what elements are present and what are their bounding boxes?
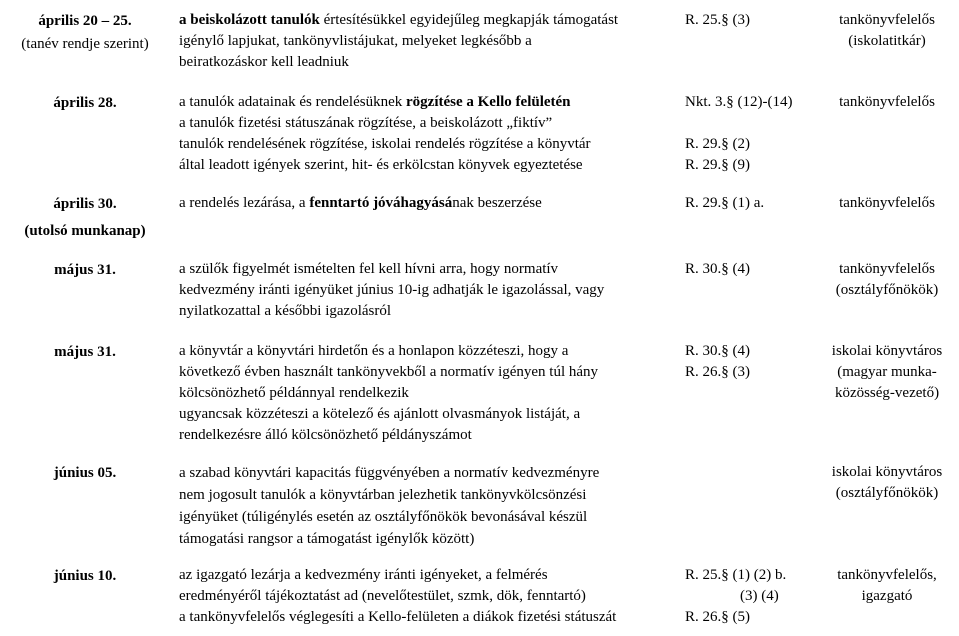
- row-date: [0, 10, 170, 56]
- ref-line: Nkt. 3.§ (12)-(14): [685, 94, 793, 110]
- row-responsible: [815, 462, 959, 504]
- ref-line: R. 26.§ (3): [685, 364, 750, 380]
- resp-line: (iskolatitkár): [848, 33, 926, 49]
- ref-line: R. 29.§ (2): [685, 136, 750, 152]
- desc-line: eredményéről tájékoztatást ad (nevelőtestület, szmk, dök, fenntartó): [179, 588, 586, 604]
- desc-line: igénylő lapjukat, tankönyvlistájukat, melyeket legkésőbb a: [179, 33, 532, 49]
- date-label: június 05.: [53, 465, 117, 481]
- desc-line: kedvezmény iránti igényüket június 10-ig adhatják le igazolással, vagy: [179, 282, 605, 298]
- resp-line: tankönyvfelelős: [839, 12, 935, 28]
- resp-line: iskolai könyvtáros: [831, 343, 943, 359]
- ref-line: R. 30.§ (4): [685, 343, 750, 359]
- row-description: [179, 10, 679, 73]
- desc-line: rendelkezésre álló kölcsönözhető példányszámot: [179, 427, 472, 443]
- desc-line: nyilatkozattal a későbbi igazolásról: [179, 303, 392, 319]
- date-label: április 28.: [53, 95, 117, 111]
- resp-line: (magyar munka-: [837, 364, 937, 380]
- ref-line: (3) (4): [740, 588, 779, 604]
- row-date: [0, 565, 170, 588]
- ref-line: R. 29.§ (1) a.: [685, 195, 765, 211]
- resp-line: tankönyvfelelős: [839, 261, 935, 277]
- row-reference: [685, 193, 810, 214]
- desc-line: kölcsönözhető példánnyal rendelkezik: [179, 385, 409, 401]
- row-reference: [685, 10, 810, 31]
- resp-line: (osztályfőnökök): [835, 282, 939, 298]
- row-responsible: [815, 92, 959, 113]
- row-responsible: [815, 259, 959, 301]
- resp-line: (osztályfőnökök): [835, 485, 939, 501]
- date-label: május 31.: [54, 262, 116, 278]
- row-description: [179, 92, 679, 176]
- desc-line: ugyancsak közzéteszi a kötelező és ajánlott olvasmányok listáját, a: [179, 406, 581, 422]
- ref-line: R. 25.§ (1) (2) b.: [685, 567, 787, 583]
- ref-line: R. 29.§ (9): [685, 157, 750, 173]
- row-responsible: [815, 565, 959, 607]
- ref-line: [685, 113, 810, 134]
- row-date: [0, 193, 170, 243]
- date-note: (tanév rendje szerint): [21, 36, 149, 52]
- row-date: [0, 462, 170, 485]
- desc-line: az igazgató lezárja a kedvezmény iránti igényeket, a felmérés: [179, 567, 548, 583]
- resp-line: közösség-vezető): [834, 385, 940, 401]
- ref-line: R. 25.§ (3): [685, 12, 750, 28]
- row-responsible: [815, 10, 959, 52]
- desc-line: tanulók rendelésének rögzítése, iskolai rendelés rögzítése a könyvtár: [179, 136, 591, 152]
- desc-line: a szülők figyelmét ismételten fel kell hívni arra, hogy normatív: [179, 261, 559, 277]
- desc-line: következő évben használt tankönyvekből a normatív igényen túl hány: [179, 364, 599, 380]
- desc-line: a tanulók adatainak és rendelésüknek rögzítése a Kello felületén: [179, 94, 571, 110]
- resp-line: tankönyvfelelős,: [837, 567, 937, 583]
- row-description: [179, 193, 679, 214]
- row-reference: [685, 92, 810, 176]
- date-label: április 20 – 25.: [38, 13, 132, 29]
- desc-line: igényüket (túligénylés esetén az osztályfőnökök bevonásával készül: [179, 509, 588, 525]
- ref-line: R. 26.§ (5): [685, 609, 750, 625]
- date-label: május 31.: [54, 344, 116, 360]
- row-date: [0, 92, 170, 115]
- desc-line: által leadott igények szerint, hit- és erkölcstan könyvek egyeztetése: [179, 157, 583, 173]
- date-label: június 10.: [53, 568, 117, 584]
- row-responsible: [815, 341, 959, 404]
- desc-line: a rendelés lezárása, a fenntartó jóváhagyásának beszerzése: [179, 195, 542, 211]
- desc-line: a tankönyvfelelős véglegesíti a Kello-felületen a diákok fizetési státuszát: [179, 609, 617, 625]
- row-date: [0, 259, 170, 282]
- resp-line: tankönyvfelelős: [839, 195, 935, 211]
- row-reference: [685, 565, 810, 628]
- row-reference: [685, 341, 810, 383]
- row-description: [179, 462, 679, 550]
- row-date: [0, 341, 170, 364]
- row-description: [179, 259, 679, 322]
- desc-line: a beiskolázott tanulók értesítésükkel egyidejűleg megkapják támogatást: [179, 12, 619, 28]
- resp-line: iskolai könyvtáros: [831, 464, 943, 480]
- desc-line: a szabad könyvtári kapacitás függvényében a normatív kedvezményre: [179, 465, 600, 481]
- date-note: (utolsó munkanap): [24, 223, 146, 239]
- desc-line: beiratkozáskor kell leadniuk: [179, 54, 349, 70]
- date-label: április 30.: [53, 196, 117, 212]
- resp-line: tankönyvfelelős: [839, 94, 935, 110]
- ref-line: R. 30.§ (4): [685, 261, 750, 277]
- row-description: [179, 341, 679, 446]
- row-reference: [685, 259, 810, 280]
- desc-line: a könyvtár a könyvtári hirdetőn és a honlapon közzéteszi, hogy a: [179, 343, 569, 359]
- desc-line: nem jogosult tanulók a könyvtárban jelezhetik tankönyvkölcsönzési: [179, 487, 587, 503]
- desc-line: támogatási rangsor a támogatást igénylők között): [179, 531, 475, 547]
- row-responsible: [815, 193, 959, 214]
- resp-line: igazgató: [861, 588, 913, 604]
- desc-line: a tanulók fizetési státuszának rögzítése, a beiskolázott „fiktív”: [179, 115, 553, 131]
- row-description: [179, 565, 679, 628]
